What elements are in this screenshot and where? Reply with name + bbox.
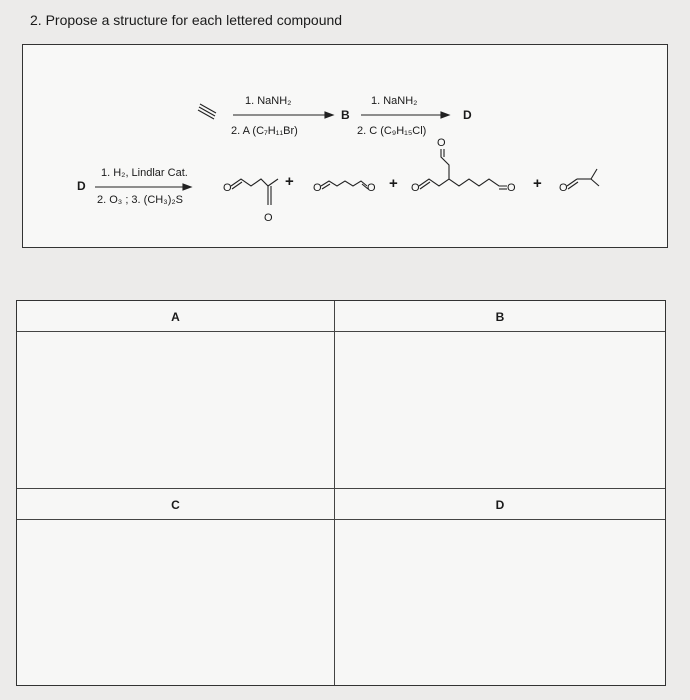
step2-reagent-top: 1. NaNH₂ [371,95,418,107]
oxygen-label: O [437,137,446,149]
answer-grid [16,300,666,686]
oxygen-label: O [313,182,322,194]
plus-sign: + [285,173,294,190]
plus-sign: + [533,175,542,192]
step3-start-label: D [77,179,86,193]
answer-cell-label: C [17,489,334,520]
answer-cell-a[interactable] [17,301,335,489]
oxygen-label: O [507,182,516,194]
reaction-arrow [233,112,333,118]
step3-reagent-top: 1. H₂, Lindlar Cat. [101,167,188,179]
answer-cell-label: A [17,301,334,332]
compound-b-label: B [341,108,350,122]
ozonolysis-product-4 [567,169,599,189]
oxygen-label: O [223,182,232,194]
step1-reagent-top: 1. NaNH₂ [245,95,292,107]
answer-cell-b[interactable] [335,301,665,489]
reaction-arrow [95,184,191,190]
answer-cell-label: D [335,489,665,520]
step1-reagent-bottom: 2. A (C₇H₁₁Br) [231,125,298,137]
step2-reagent-bottom: 2. C (C₉H₁₅Cl) [357,125,427,137]
reaction-arrow [361,112,449,118]
answer-cell-c[interactable] [17,489,335,685]
reaction-scheme [22,44,668,248]
ozonolysis-product-3 [419,149,507,189]
oxygen-label: O [264,212,273,224]
oxygen-label: O [559,182,568,194]
plus-sign: + [389,175,398,192]
ozonolysis-product-2 [321,181,368,189]
scheme-structures [23,45,669,249]
answer-cell-label: B [335,301,665,332]
answer-cell-d[interactable] [335,489,665,685]
step3-reagent-bottom: 2. O₃ ; 3. (CH₃)₂S [97,194,183,206]
ozonolysis-product-1 [231,179,278,205]
question-title: 2. Propose a structure for each lettered compound [30,12,343,28]
starting-alkyne-structure [198,104,216,119]
compound-d-label: D [463,108,472,122]
oxygen-label: O [411,182,420,194]
oxygen-label: O [367,182,376,194]
